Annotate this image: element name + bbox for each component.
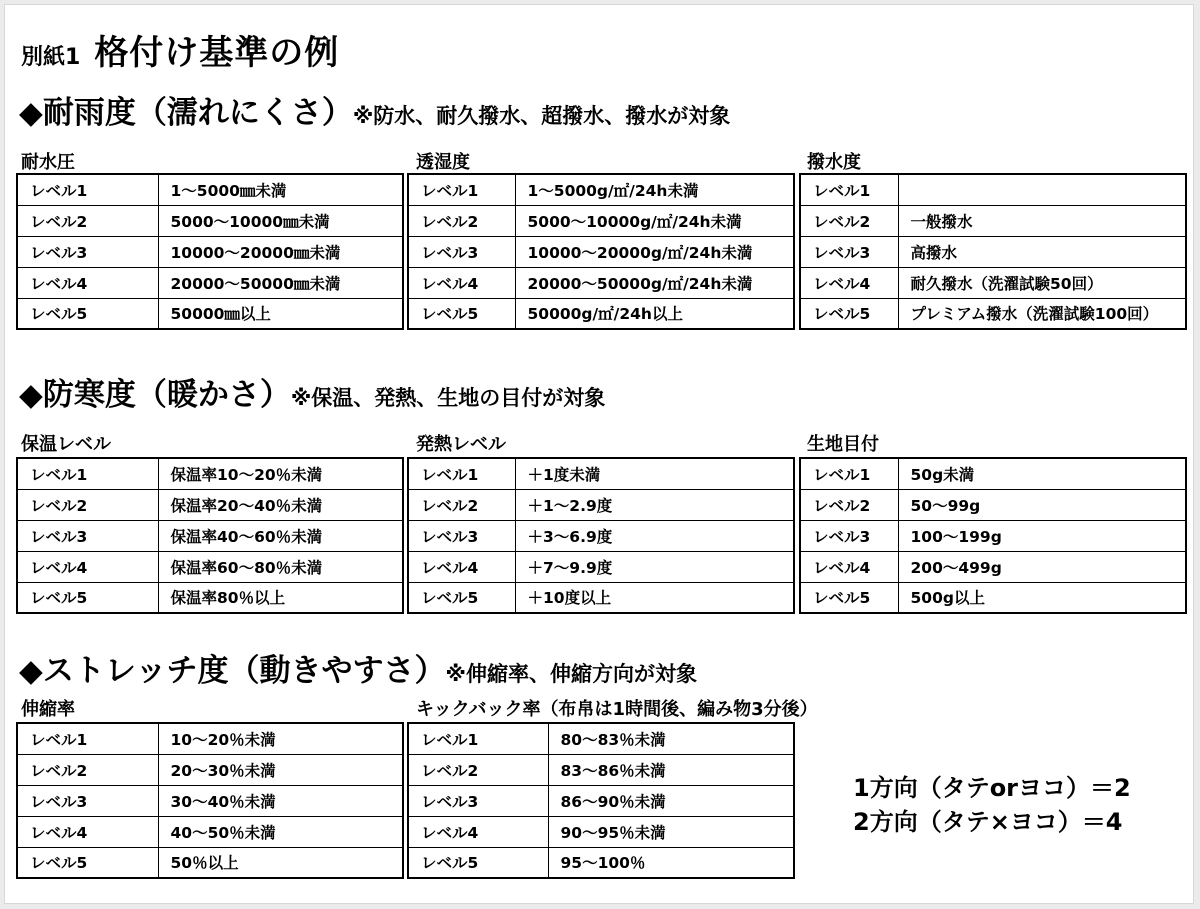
table-row (408, 236, 794, 267)
value-cell: 20～30％未満 (158, 754, 403, 785)
section-title: ◆防寒度（暖かさ） (19, 377, 291, 413)
section-note: ※伸縮率、伸縮方向が対象 (445, 662, 697, 686)
value-cell: 95～100％ (548, 847, 794, 878)
value-cell: 保温率10～20％未満 (158, 458, 403, 489)
value-cell (898, 174, 1186, 205)
table-title-kickback-rate: キックバック率（布帛は1時間後、編み物3分後） (416, 699, 818, 720)
value-cell: 80～83％未満 (548, 723, 794, 754)
value-cell: 保温率60～80％未満 (158, 551, 403, 582)
value-cell: ＋1～2.9度 (515, 489, 794, 520)
value-cell: プレミアム撥水（洗濯試験100回） (898, 298, 1186, 329)
level-cell: レベル4 (408, 551, 515, 582)
heat-retention-table (16, 457, 404, 614)
table-row (408, 174, 794, 205)
table-row (17, 489, 403, 520)
table-row (17, 520, 403, 551)
table-row (800, 520, 1186, 551)
level-cell: レベル4 (17, 816, 158, 847)
table-row (17, 816, 403, 847)
value-cell: 200～499g (898, 551, 1186, 582)
table-row (408, 458, 794, 489)
table-row (800, 267, 1186, 298)
table-row (800, 236, 1186, 267)
page-title: 格付け基準の例 (94, 33, 340, 73)
level-cell: レベル3 (408, 785, 548, 816)
level-cell: レベル4 (800, 267, 898, 298)
table-row (408, 785, 794, 816)
table-row (408, 816, 794, 847)
value-cell: 5000～10000㎜未満 (158, 205, 403, 236)
value-cell: 保温率40～60％未満 (158, 520, 403, 551)
table-row (408, 723, 794, 754)
table-row (408, 205, 794, 236)
level-cell: レベル1 (17, 723, 158, 754)
stretch-rate-table (16, 722, 404, 879)
value-cell: ＋10度以上 (515, 582, 794, 613)
level-cell: レベル1 (17, 174, 158, 205)
table-title-stretch-rate: 伸縮率 (21, 699, 75, 720)
document-page (4, 4, 1194, 904)
value-cell: 50～99g (898, 489, 1186, 520)
table-row (17, 458, 403, 489)
table-row (800, 174, 1186, 205)
value-cell: 保温率20～40％未満 (158, 489, 403, 520)
section-heading-warmth (19, 369, 605, 414)
level-cell: レベル1 (408, 723, 548, 754)
level-cell: レベル2 (17, 205, 158, 236)
section-title: ◆耐雨度（濡れにくさ） (19, 95, 353, 131)
value-cell: 500g以上 (898, 582, 1186, 613)
kickback-rate-table (407, 722, 795, 879)
value-cell: 50000㎜以上 (158, 298, 403, 329)
table-row (17, 551, 403, 582)
table-row (408, 754, 794, 785)
value-cell: 高撥水 (898, 236, 1186, 267)
table-row (17, 298, 403, 329)
table-row (17, 754, 403, 785)
value-cell: 40～50％未満 (158, 816, 403, 847)
level-cell: レベル5 (17, 582, 158, 613)
table-title-heat-generation: 発熱レベル (416, 434, 506, 455)
value-cell: ＋3～6.9度 (515, 520, 794, 551)
fabric-weight-table (799, 457, 1187, 614)
table-row (408, 520, 794, 551)
value-cell: 10000～20000㎜未満 (158, 236, 403, 267)
value-cell: 10000～20000g/㎡/24h未満 (515, 236, 794, 267)
level-cell: レベル2 (800, 205, 898, 236)
value-cell: 保温率80％以上 (158, 582, 403, 613)
value-cell: ＋1度未満 (515, 458, 794, 489)
value-cell: 86～90％未満 (548, 785, 794, 816)
table-row (800, 582, 1186, 613)
value-cell: 20000～50000g/㎡/24h未満 (515, 267, 794, 298)
value-cell: ＋7～9.9度 (515, 551, 794, 582)
direction-notes (853, 771, 1131, 839)
value-cell: 耐久撥水（洗濯試験50回） (898, 267, 1186, 298)
table-title-water-pressure: 耐水圧 (21, 152, 75, 173)
level-cell: レベル3 (408, 520, 515, 551)
table-row (17, 174, 403, 205)
level-cell: レベル1 (408, 458, 515, 489)
value-cell: 1～5000g/㎡/24h未満 (515, 174, 794, 205)
table-row (17, 236, 403, 267)
level-cell: レベル2 (408, 205, 515, 236)
level-cell: レベル5 (17, 298, 158, 329)
level-cell: レベル3 (408, 236, 515, 267)
level-cell: レベル2 (408, 754, 548, 785)
table-row (17, 847, 403, 878)
value-cell: 30～40％未満 (158, 785, 403, 816)
level-cell: レベル1 (800, 174, 898, 205)
value-cell: 50％以上 (158, 847, 403, 878)
table-row (408, 551, 794, 582)
table-row (800, 458, 1186, 489)
level-cell: レベル4 (17, 267, 158, 298)
level-cell: レベル3 (800, 236, 898, 267)
table-row (408, 582, 794, 613)
level-cell: レベル2 (17, 489, 158, 520)
level-cell: レベル5 (408, 847, 548, 878)
table-row (408, 847, 794, 878)
level-cell: レベル3 (17, 785, 158, 816)
value-cell: 10～20％未満 (158, 723, 403, 754)
level-cell: レベル3 (800, 520, 898, 551)
level-cell: レベル4 (408, 267, 515, 298)
value-cell: 50000g/㎡/24h以上 (515, 298, 794, 329)
heat-generation-table (407, 457, 795, 614)
level-cell: レベル2 (408, 489, 515, 520)
table-title-fabric-weight: 生地目付 (807, 434, 879, 455)
value-cell: 一般撥水 (898, 205, 1186, 236)
level-cell: レベル5 (408, 298, 515, 329)
table-title-heat-retention: 保温レベル (21, 434, 111, 455)
level-cell: レベル3 (17, 520, 158, 551)
level-cell: レベル2 (17, 754, 158, 785)
table-row (17, 205, 403, 236)
level-cell: レベル5 (800, 582, 898, 613)
value-cell: 20000～50000㎜未満 (158, 267, 403, 298)
section-heading-stretch (19, 645, 697, 690)
level-cell: レベル1 (800, 458, 898, 489)
table-row (800, 205, 1186, 236)
table-row (800, 489, 1186, 520)
value-cell: 50g未満 (898, 458, 1186, 489)
section-note: ※防水、耐久撥水、超撥水、撥水が対象 (352, 104, 731, 128)
water-pressure-table (16, 173, 404, 330)
level-cell: レベル1 (408, 174, 515, 205)
direction-note-one-way: 1方向（タテorヨコ）＝2 (853, 774, 1131, 802)
level-cell: レベル5 (17, 847, 158, 878)
level-cell: レベル3 (17, 236, 158, 267)
table-row (408, 489, 794, 520)
level-cell: レベル4 (408, 816, 548, 847)
table-row (17, 267, 403, 298)
level-cell: レベル1 (17, 458, 158, 489)
value-cell: 5000～10000g/㎡/24h未満 (515, 205, 794, 236)
table-title-water-repellency: 撥水度 (807, 152, 861, 173)
table-row (17, 785, 403, 816)
document-title (21, 25, 339, 74)
level-cell: レベル4 (17, 551, 158, 582)
section-heading-rain (19, 87, 730, 132)
attachment-label: 別紙1 (21, 45, 81, 70)
value-cell: 90～95％未満 (548, 816, 794, 847)
value-cell: 83～86％未満 (548, 754, 794, 785)
table-row (17, 582, 403, 613)
water-repellency-table (799, 173, 1187, 330)
level-cell: レベル4 (800, 551, 898, 582)
level-cell: レベル5 (408, 582, 515, 613)
level-cell: レベル2 (800, 489, 898, 520)
table-row (800, 551, 1186, 582)
value-cell: 1～5000㎜未満 (158, 174, 403, 205)
section-note: ※保温、発熱、生地の目付が対象 (290, 386, 606, 410)
direction-note-two-way: 2方向（タテ×ヨコ）＝4 (853, 808, 1123, 836)
table-title-breathability: 透湿度 (416, 152, 470, 173)
table-row (408, 298, 794, 329)
table-row (800, 298, 1186, 329)
breathability-table (407, 173, 795, 330)
level-cell: レベル5 (800, 298, 898, 329)
section-title: ◆ストレッチ度（動きやすさ） (19, 653, 446, 689)
value-cell: 100～199g (898, 520, 1186, 551)
table-row (17, 723, 403, 754)
table-row (408, 267, 794, 298)
